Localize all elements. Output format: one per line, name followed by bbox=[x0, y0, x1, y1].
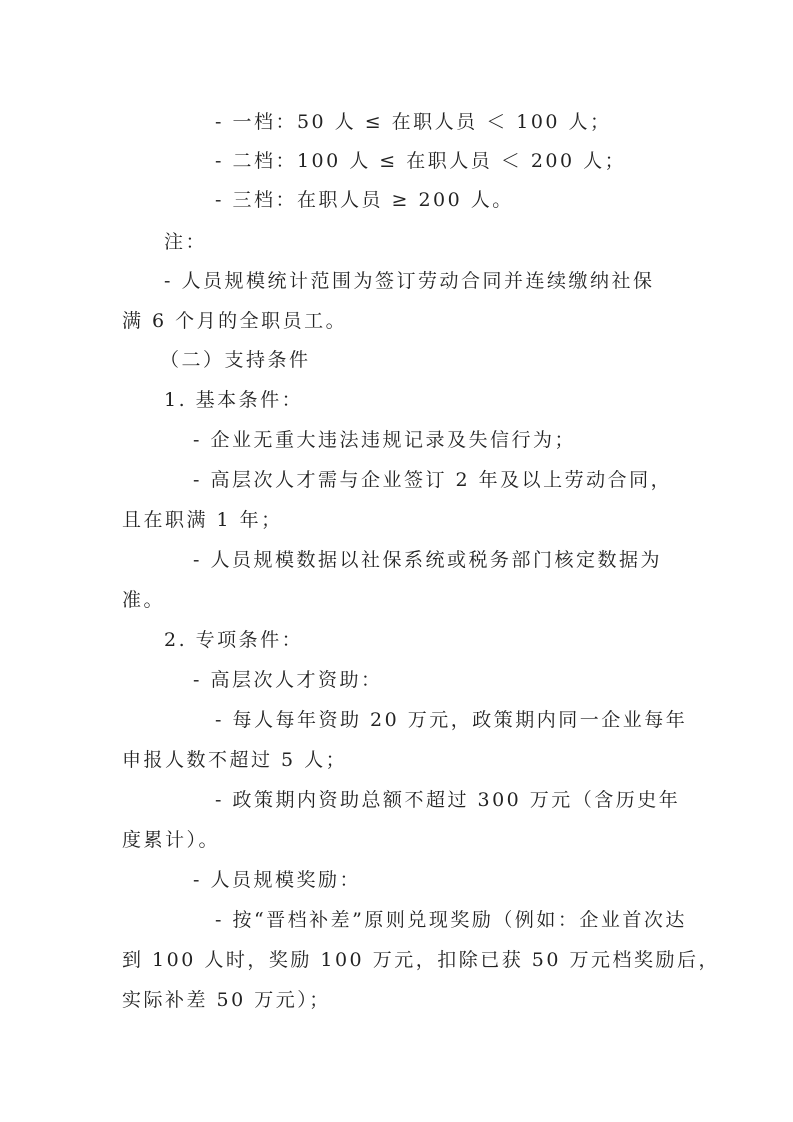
talent-item-2-line-2: 度累计）。 bbox=[122, 829, 221, 851]
tier-1: - 一档：50 人 ≤ 在职人员 ＜ 100 人； bbox=[215, 111, 612, 133]
basic-item-2-line-1: - 高层次人才需与企业签订 2 年及以上劳动合同， bbox=[193, 469, 673, 491]
scale-item-1-line-2: 到 100 人时，奖励 100 万元，扣除已获 50 万元档奖励后， bbox=[122, 949, 720, 971]
talent-item-1-line-2: 申报人数不超过 5 人； bbox=[122, 749, 348, 771]
scale-item-1-line-1: - 按“晋档补差”原则兑现奖励（例如：企业首次达 bbox=[215, 909, 687, 931]
note-line-2: 满 6 个月的全职员工。 bbox=[122, 310, 348, 332]
basic-conditions-heading: 1. 基本条件： bbox=[164, 389, 304, 411]
basic-item-1: - 企业无重大违法违规记录及失信行为； bbox=[193, 429, 576, 451]
note-line-1: - 人员规模统计范围为签订劳动合同并连续缴纳社保 bbox=[164, 270, 655, 292]
special-conditions-heading: 2. 专项条件： bbox=[164, 629, 304, 651]
talent-item-2-line-1: - 政策期内资助总额不超过 300 万元（含历史年 bbox=[215, 789, 681, 811]
tier-3: - 三档：在职人员 ≥ 200 人。 bbox=[215, 189, 514, 211]
scale-item-1-line-3: 实际补差 50 万元）； bbox=[122, 989, 331, 1011]
talent-heading: - 高层次人才资助： bbox=[193, 669, 383, 691]
talent-item-1-line-1: - 每人每年资助 20 万元，政策期内同一企业每年 bbox=[215, 709, 688, 731]
basic-item-3-line-1: - 人员规模数据以社保系统或税务部门核定数据为 bbox=[193, 549, 662, 571]
note-label: 注： bbox=[164, 231, 208, 253]
tier-2: - 二档：100 人 ≤ 在职人员 ＜ 200 人； bbox=[215, 150, 627, 172]
basic-item-3-line-2: 准。 bbox=[122, 589, 166, 611]
scale-heading: - 人员规模奖励： bbox=[193, 869, 361, 891]
basic-item-2-line-2: 且在职满 1 年； bbox=[122, 509, 283, 531]
section-heading: （二）支持条件 bbox=[160, 349, 311, 371]
